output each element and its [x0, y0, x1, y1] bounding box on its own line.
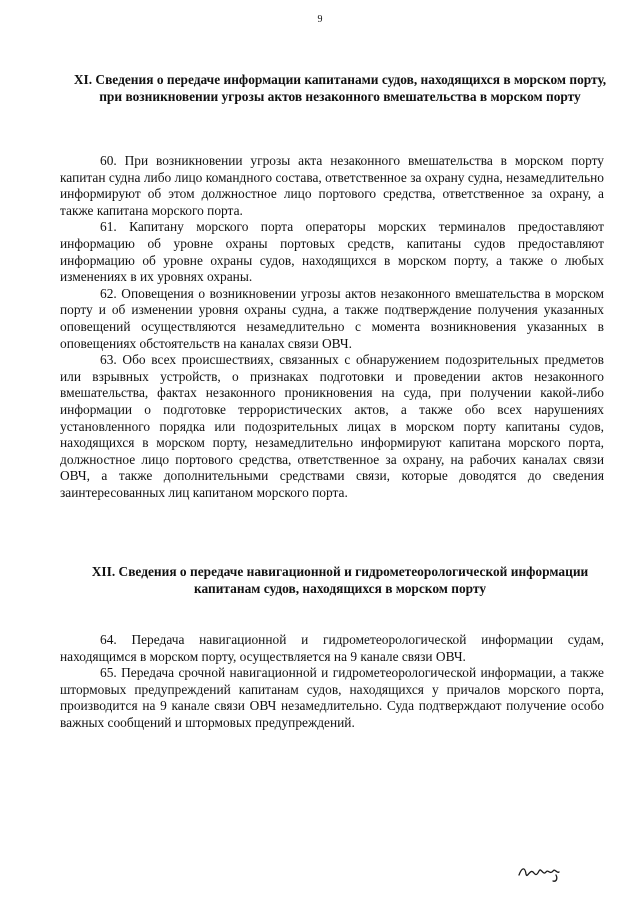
paragraph-61: 61. Капитану морского порта операторы морских терминалов предоставляют информацию об уровне охраны портовых средств, капитаны судов предоставляют информацию об уровне охраны судов, находящихся в морском порту, а также о любых изменениях в их уровнях охраны. — [60, 219, 604, 285]
section-heading-xii: XII. Сведения о передаче навигационной и гидрометеорологической информации капитанам судов, находящихся в морском порту — [91, 564, 589, 596]
section-body-xii — [60, 632, 604, 732]
section-heading-xi: XI. Сведения о передаче информации капитанами судов, находящихся в морском порту, при возникновении угрозы актов незаконного вмешательства в морском порту — [73, 72, 607, 104]
paragraph-60: 60. При возникновении угрозы акта незаконного вмешательства в морском порту капитан судна либо лицо командного состава, ответственное за охрану судна, незамедлительно информируют об этом должностное лицо портового средства, ответственное за охрану, а также капитана морского порта. — [60, 153, 604, 218]
paragraph-64: 64. Передача навигационной и гидрометеорологической информации судам, находящимся в морском порту, осуществляется на 9 канале связи ОВЧ. — [60, 632, 604, 664]
signature-initials — [516, 857, 568, 883]
page-number: 9 — [317, 14, 323, 25]
paragraph-62: 62. Оповещения о возникновении угрозы актов незаконного вмешательства в морском порту и об изменении уровня охраны судна, а также подтверждение получения указанных оповещений осуществляются незамедлительно с момента возникновения указанных в оповещениях обстоятельств на каналах связи ОВЧ. — [60, 285, 604, 351]
paragraph-63: 63. Обо всех происшествиях, связанных с обнаружением подозрительных предметов или взрывных устройств, о признаках подготовки и проведении актов незаконного вмешательства, фактах незаконного проникновения на суда, при получении какой-либо информации о подготовке террористических актов, а также обо всех нарушениях установленного порядка или подозрительных лицах в морском порту капитаны судов, находящихся в морском порту, незамедлительно информируют капитана морского порта, должностное лицо портового средства, ответственное за охрану, на рабочих каналах связи ОВЧ, а также дополнительными средствами связи, которые доводятся до сведения заинтересованных лиц капитаном морского порта. — [60, 352, 604, 500]
paragraph-65: 65. Передача срочной навигационной и гидрометеорологической информации, а также штормовых предупреждений капитанам судов, находящихся у причалов морского порта, производится на 9 канале связи ОВЧ незамедлительно. Суда подтверждают получение особо важных сообщений и штормовых предупреждений. — [60, 665, 604, 730]
section-body-xi — [60, 153, 604, 501]
